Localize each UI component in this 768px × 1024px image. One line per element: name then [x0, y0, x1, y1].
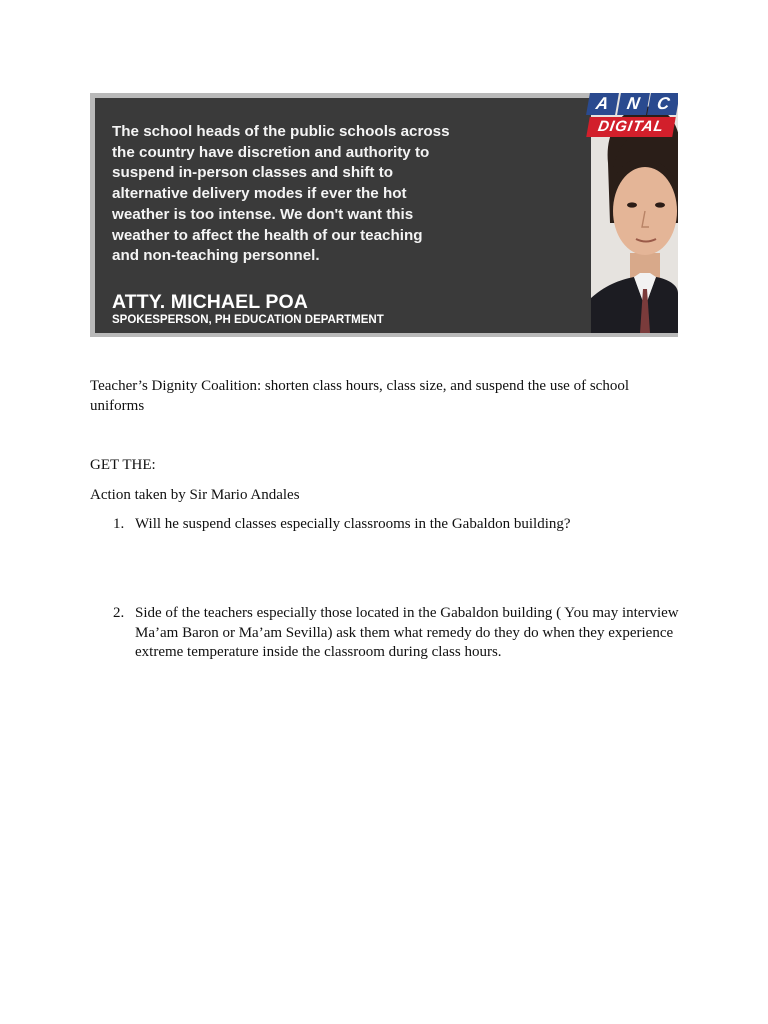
get-the-heading: GET THE:: [90, 457, 156, 473]
list-item-text: Will he suspend classes especially classrooms in the Gabaldon building?: [135, 516, 571, 532]
speaker-role: SPOKESPERSON, PH EDUCATION DEPARTMENT: [112, 314, 384, 326]
list-item-number: 1.: [113, 516, 125, 532]
logo-letter-n: N: [617, 93, 650, 115]
logo-digital-label: DIGITAL: [586, 117, 676, 137]
quote-text: The school heads of the public schools across the country have discretion and authority to suspend in-person classes and shift to alternative delivery modes if ever the hot weather is too intense. We don't want this weather to affect the health of our teaching and non-teaching personnel.: [112, 123, 450, 265]
list-item-text: Side of the teachers especially those located in the Gabaldon building ( You may interview Ma’am Baron or Ma’am Sevilla) ask them what remedy do they do when they experience extreme temperature inside the classroom during class hours.: [135, 605, 679, 660]
quote-card-image: [90, 93, 678, 337]
list-item-number: 2.: [113, 605, 125, 621]
action-line: Action taken by Sir Mario Andales: [90, 487, 300, 503]
caption-text: Teacher’s Dignity Coalition: shorten class hours, class size, and suspend the use of school uniforms: [90, 378, 629, 414]
speaker-name: ATTY. MICHAEL POA: [112, 291, 308, 313]
anc-digital-logo: [588, 93, 678, 139]
logo-letter-a: A: [586, 93, 619, 115]
logo-letter-c: C: [647, 93, 678, 115]
